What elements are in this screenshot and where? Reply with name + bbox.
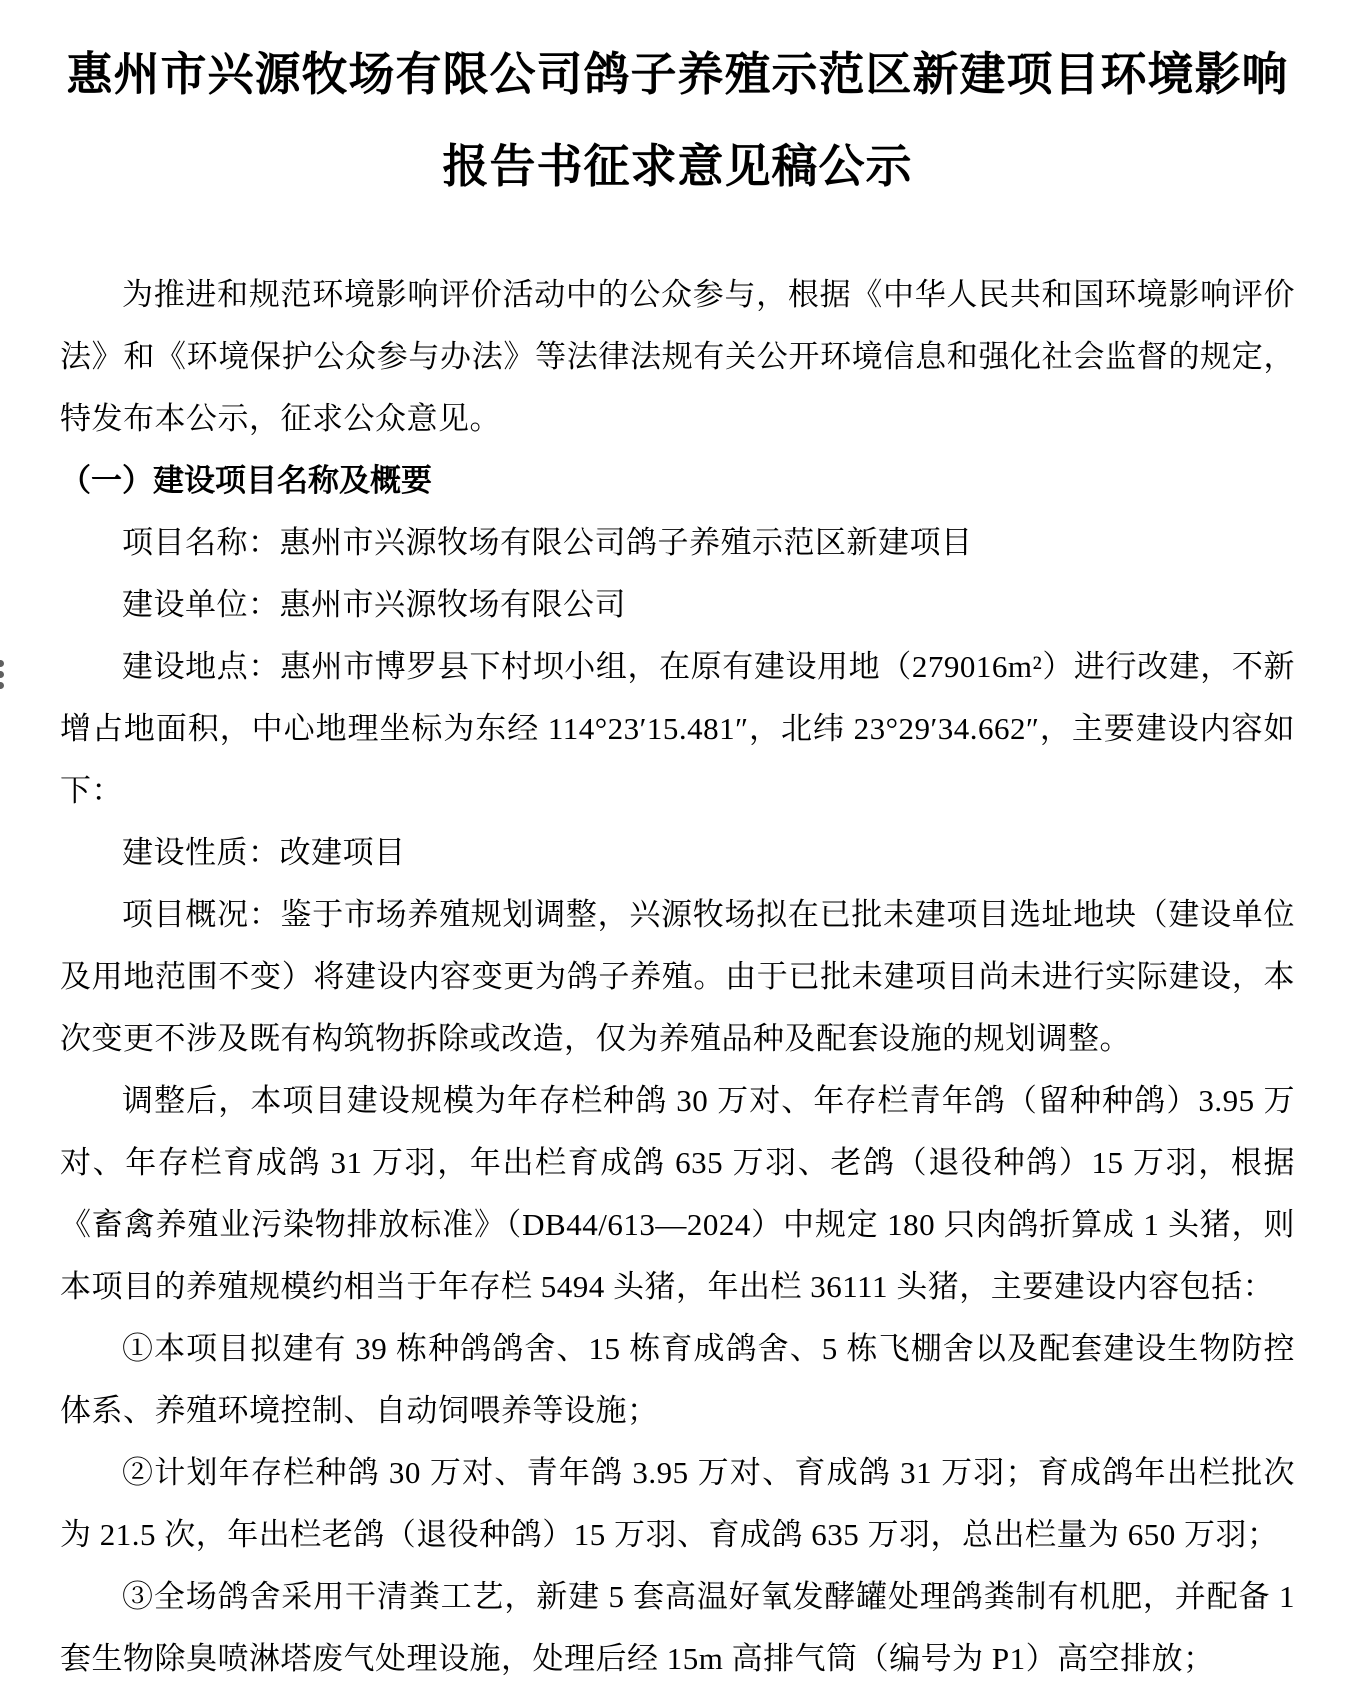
- paragraph-item-1: ①本项目拟建有 39 栋种鸽鸽舍、15 栋育成鸽舍、5 栋飞棚舍以及配套建设生物防控体系、养殖环境控制、自动饲喂养等设施；: [60, 1331, 1295, 1428]
- document-title-line-2: 报告书征求意见稿公示: [442, 139, 913, 193]
- paragraph-project-overview: 项目概况：鉴于市场养殖规划调整，兴源牧场拟在已批未建项目选址地块（建设单位及用地范围不变）将建设内容变更为鸽子养殖。由于已批未建项目尚未进行实际建设，本次变更不涉及既有构筑物拆除或改造，仅为养殖品种及配套设施的规划调整。: [60, 897, 1295, 1056]
- drag-handle-dot: [0, 660, 4, 667]
- document-title-line-1: 惠州市兴源牧场有限公司鸽子养殖示范区新建项目环境影响: [66, 47, 1289, 101]
- drag-handle-icon[interactable]: [0, 660, 4, 689]
- paragraph-construction-site: 建设地点：惠州市博罗县下村坝小组，在原有建设用地（279016m²）进行改建，不新增占地面积，中心地理坐标为东经 114°23′15.481″，北纬 23°29′34.662″，主要建设内容如下：: [60, 649, 1295, 808]
- drag-handle-dot: [0, 682, 4, 689]
- paragraph-project-name: 项目名称：惠州市兴源牧场有限公司鸽子养殖示范区新建项目: [122, 525, 973, 560]
- paragraph-construction-unit: 建设单位：惠州市兴源牧场有限公司: [122, 587, 626, 622]
- section-one-heading: （一）建设项目名称及概要: [60, 463, 432, 498]
- drag-handle-dot: [0, 671, 4, 678]
- paragraph-item-2: ②计划年存栏种鸽 30 万对、青年鸽 3.95 万对、育成鸽 31 万羽；育成鸽年出栏批次为 21.5 次，年出栏老鸽（退役种鸽）15 万羽、育成鸽 635 万羽，总出栏量为 650 万羽；: [60, 1455, 1295, 1552]
- paragraph-construction-nature: 建设性质：改建项目: [122, 835, 406, 870]
- paragraph-intro: 为推进和规范环境影响评价活动中的公众参与，根据《中华人民共和国环境影响评价法》和《环境保护公众参与办法》等法律法规有关公开环境信息和强化社会监督的规定，特发布本公示，征求公众意见。: [60, 277, 1295, 436]
- paragraph-adjusted-scale: 调整后，本项目建设规模为年存栏种鸽 30 万对、年存栏青年鸽（留种种鸽）3.95 万对、年存栏育成鸽 31 万羽，年出栏育成鸽 635 万羽、老鸽（退役种鸽）15 万羽，根据《畜禽养殖业污染物排放标准》（DB44/613—2024）中规定 180 只肉鸽折算成 1 头猪，则本项目的养殖规模约相当于年存栏 5494 头猪，年出栏 36111 头猪，主要建设内容包括：: [60, 1083, 1295, 1304]
- paragraph-item-3: ③全场鸽舍采用干清粪工艺，新建 5 套高温好氧发酵罐处理鸽粪制有机肥，并配备 1 套生物除臭喷淋塔废气处理设施，处理后经 15m 高排气筒（编号为 P1）高空排放；: [60, 1579, 1295, 1676]
- document-title: [60, 28, 1295, 212]
